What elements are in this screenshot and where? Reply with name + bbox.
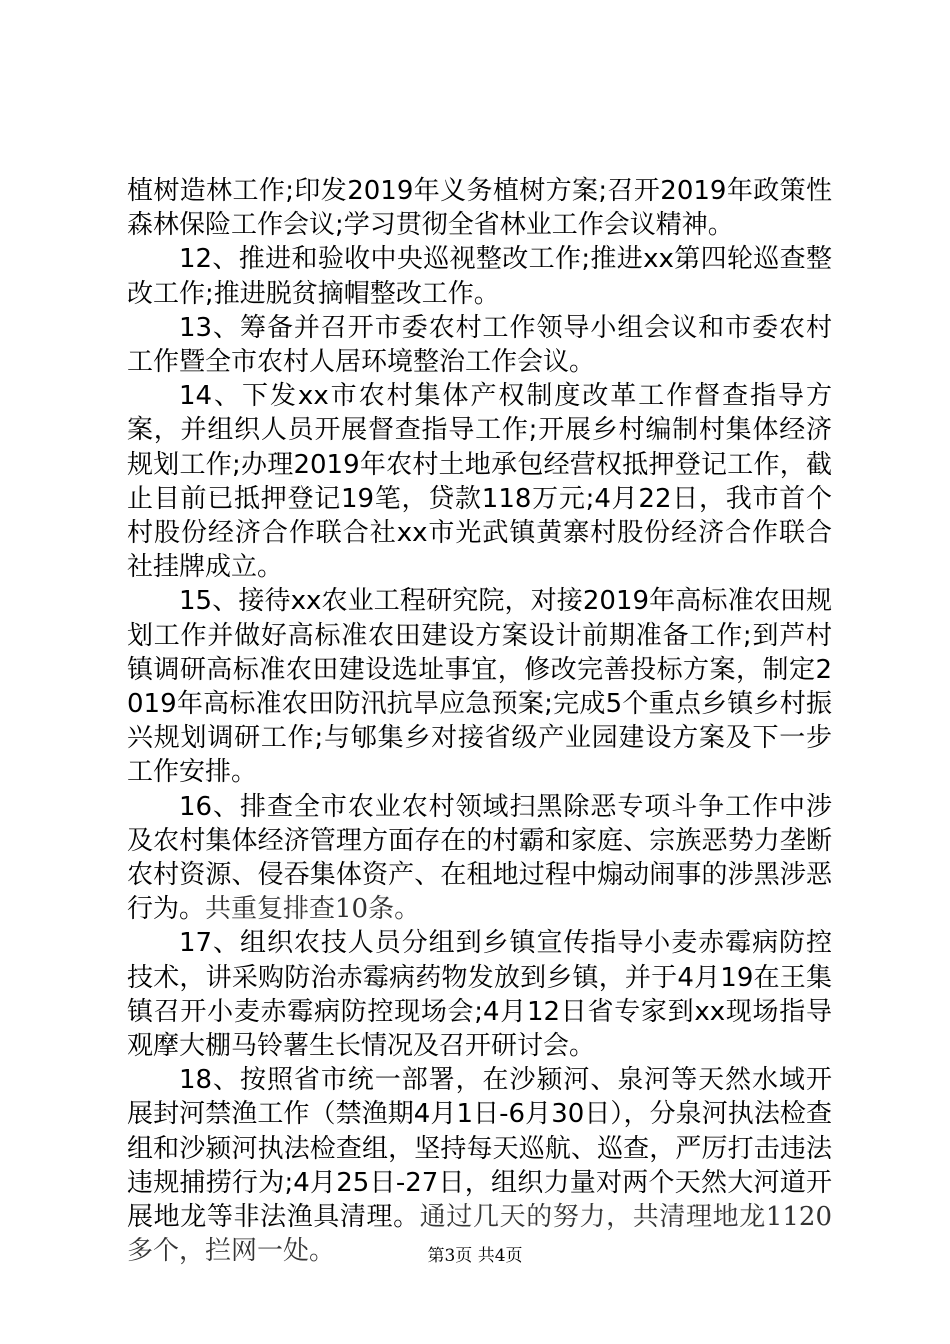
paragraph-tail-text: 共重复排查10条。 bbox=[205, 894, 421, 925]
paragraph-item-18 bbox=[127, 1063, 832, 1268]
paragraph-text: 18、按照省市统一部署，在沙颍河、泉河等天然水域开展封河禁渔工作（禁渔期4月1日-6月30日），分泉河执法检查组和沙颍河执法检查组，坚持每天巡航、巡查，严厉打击违法违规捕捞行为;4月25日-27日，组织力量对两个天然大河道开展地龙等非法渔具清理。 bbox=[127, 1065, 832, 1233]
paragraph-text: 16、排查全市农业农村领域扫黑除恶专项斗争工作中涉及农村集体经济管理方面存在的村霸和家庭、宗族恶势力垄断农村资源、侵吞集体资产、在租地过程中煽动闹事的涉黑涉恶行为。 bbox=[127, 791, 832, 925]
paragraph-text: 17、组织农技人员分组到乡镇宣传指导小麦赤霉病防控技术，讲采购防治赤霉病药物发放到乡镇，并于4月19在王集镇召开小麦赤霉病防控现场会;4月12日省专家到xx现场指导观摩大棚马铃薯生长情况及召开研讨会。 bbox=[127, 928, 832, 1062]
page-footer bbox=[0, 1241, 950, 1266]
paragraph-tail-text: 通过几天的努力，共清理地龙1120多个，拦网一处。 bbox=[127, 1202, 832, 1267]
paragraph-item-12 bbox=[127, 242, 832, 310]
paragraph-text: 14、下发xx市农村集体产权制度改革工作督查指导方案，并组织人员开展督查指导工作;开展乡村编制村集体经济规划工作;办理2019年农村土地承包经营权抵押登记工作，截止目前已抵押登记19笔，贷款118万元;4月22日，我市首个村股份经济合作联合社xx市光武镇黄寨村股份经济合作联合社挂牌成立。 bbox=[127, 381, 832, 583]
paragraph-text: 15、接待xx农业工程研究院，对接2019年高标准农田规划工作并做好高标准农田建设方案设计前期准备工作;到芦村镇调研高标准农田建设选址事宜，修改完善投标方案，制定2019年高标准农田防汛抗旱应急预案;完成5个重点乡镇乡村振兴规划调研工作;与郇集乡对接省级产业园建设方案及下一步工作安排。 bbox=[127, 586, 832, 788]
paragraph-continuation bbox=[127, 174, 832, 242]
paragraph-item-14 bbox=[127, 379, 832, 584]
paragraph-item-13 bbox=[127, 311, 832, 379]
page-number-label: 第3页 共4页 bbox=[427, 1246, 523, 1266]
paragraph-item-16 bbox=[127, 790, 832, 927]
paragraph-text: 12、推进和验收中央巡视整改工作;推进xx第四轮巡查整改工作;推进脱贫摘帽整改工作。 bbox=[127, 244, 832, 309]
document-body bbox=[127, 174, 832, 1269]
paragraph-item-15 bbox=[127, 584, 832, 789]
paragraph-text: 植树造林工作;印发2019年义务植树方案;召开2019年政策性森林保险工作会议;学习贯彻全省林业工作会议精神。 bbox=[127, 176, 832, 241]
paragraph-text: 13、筹备并召开市委农村工作领导小组会议和市委农村工作暨全市农村人居环境整治工作会议。 bbox=[127, 312, 832, 378]
paragraph-item-17 bbox=[127, 926, 832, 1063]
